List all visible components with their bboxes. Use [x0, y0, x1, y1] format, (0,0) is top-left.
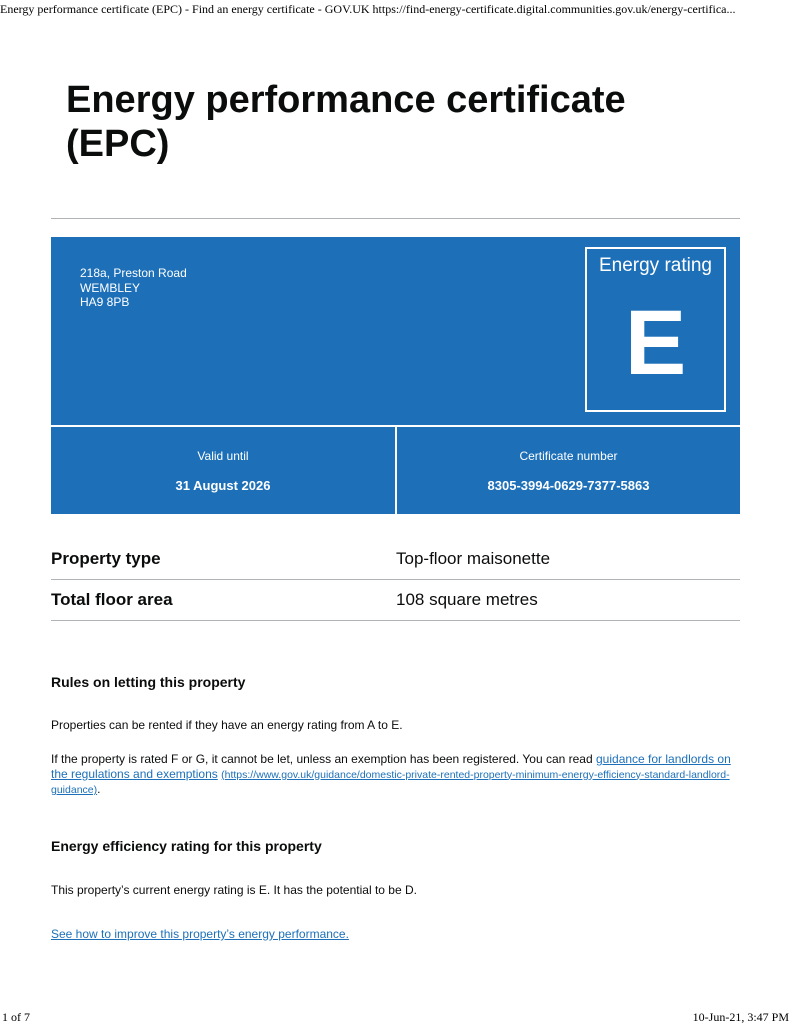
- certificate-number-cell: [397, 427, 740, 514]
- letting-exemption-suffix: .: [97, 782, 101, 796]
- address-postcode: HA9 8PB: [80, 295, 130, 309]
- valid-until-value: 31 August 2026: [175, 478, 271, 493]
- address-line-1: 218a, Preston Road: [80, 266, 187, 280]
- print-page-count: 1 of 7: [2, 1010, 30, 1024]
- energy-rating-label: Energy rating: [598, 255, 712, 276]
- energy-rating-letter: E: [624, 292, 687, 394]
- address-line-2: WEMBLEY: [80, 280, 141, 295]
- print-timestamp: 10-Jun-21, 3:47 PM: [692, 1010, 789, 1024]
- efficiency-rating-text: This property’s current energy rating is E. It has the potential to be D.: [51, 883, 417, 897]
- efficiency-rating-heading: Energy efficiency rating for this property: [51, 838, 322, 854]
- valid-until-cell: [51, 427, 395, 514]
- summary-key: Total floor area: [51, 590, 173, 609]
- landlord-guidance-url[interactable]: (https://www.gov.uk/guidance/domestic-private-rented-property-minimum-energy-efficiency-standard-landlord-guidance): [51, 768, 730, 796]
- summary-value: Top-floor maisonette: [396, 549, 551, 568]
- letting-exemption-text: [51, 752, 731, 798]
- letting-rules-heading: Rules on letting this property: [51, 674, 246, 690]
- certificate-number-value: 8305-3994-0629-7377-5863: [487, 478, 650, 493]
- summary-value: 108 square metres: [396, 590, 538, 609]
- summary-key: Property type: [51, 549, 161, 568]
- valid-until-label: Valid until: [197, 449, 249, 463]
- title-divider: [51, 218, 740, 219]
- energy-rating-box: [585, 247, 726, 412]
- summary-row-property-type: [51, 539, 740, 580]
- property-address: [80, 266, 187, 310]
- letting-rules-text: Properties can be rented if they have an energy rating from A to E.: [51, 718, 403, 732]
- letting-exemption-prefix: If the property is rated F or G, it cannot be let, unless an exemption has been registered. You can read: [51, 752, 596, 766]
- page-title: Energy performance certificate (EPC): [66, 79, 626, 165]
- landlord-guidance-link[interactable]: guidance for landlords on the regulations and exemptions: [51, 752, 731, 781]
- epc-summary-panel: [51, 237, 740, 425]
- improve-link-paragraph: [51, 927, 731, 942]
- improve-energy-link[interactable]: See how to improve this property’s energy performance.: [51, 927, 349, 941]
- print-header: Energy performance certificate (EPC) - Find an energy certificate - GOV.UK https://find-energy-certificate.digital.communities.gov.uk/energy-certifica...: [0, 2, 736, 16]
- certificate-number-label: Certificate number: [519, 449, 618, 463]
- summary-row-floor-area: [51, 580, 740, 621]
